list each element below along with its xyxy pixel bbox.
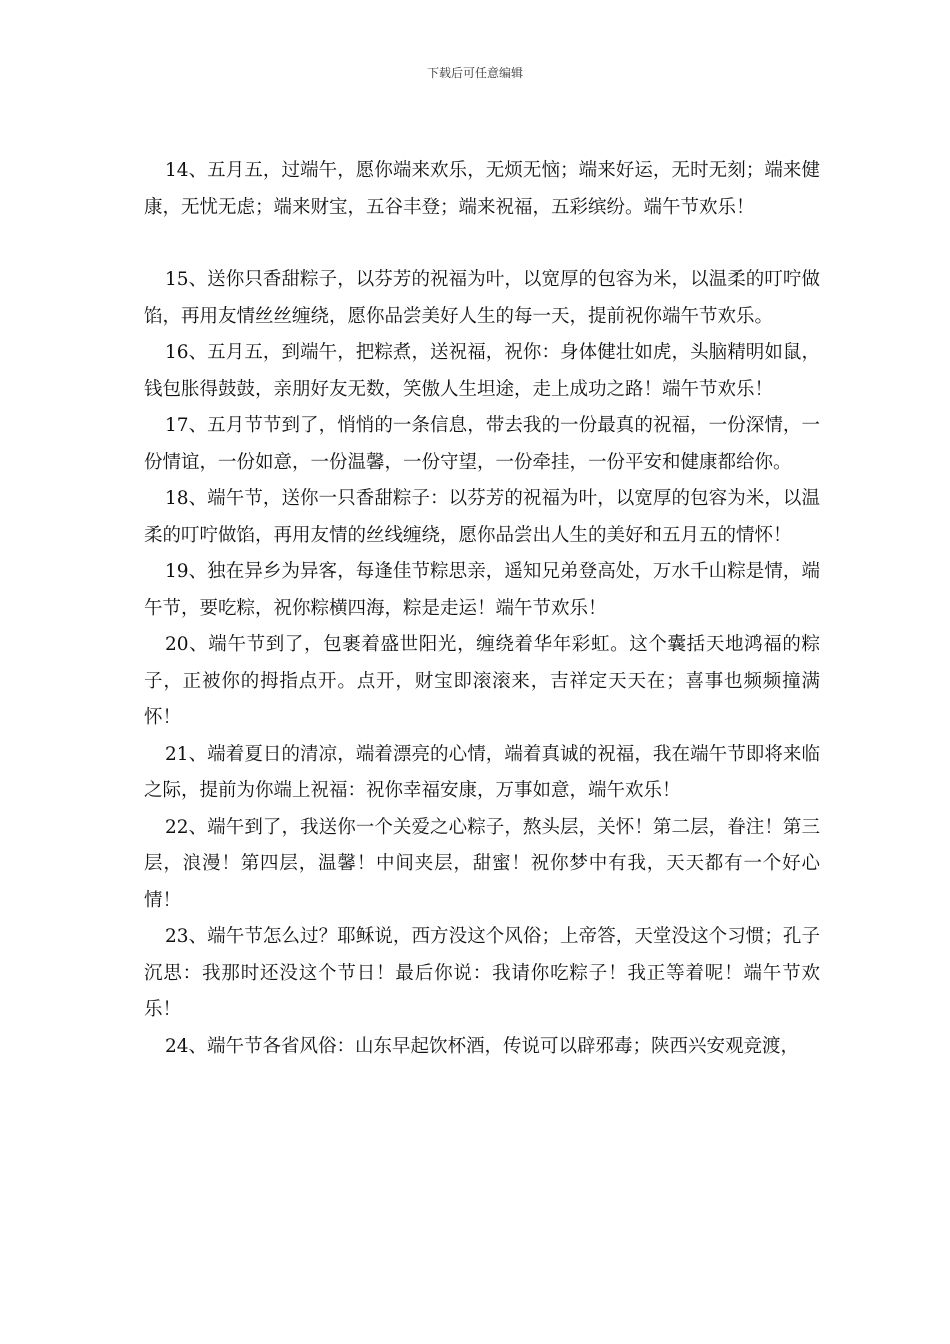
- paragraph-17: 17、五月节节到了，悄悄的一条信息，带去我的一份最真的祝福，一份深情，一份情谊，一份如意，一份温馨，一份守望，一份牵挂，一份平安和健康都给你。: [144, 415, 820, 473]
- header-note: 下载后可任意编辑: [426, 66, 523, 80]
- paragraph-23: 23、端午节怎么过？耶稣说，西方没这个风俗；上帝答，天堂没这个习惯；孔子沉思：我那时还没这个节日！最后你说：我请你吃粽子！我正等着呢！端午节欢乐！: [144, 926, 820, 1020]
- body-text: [144, 153, 820, 1065]
- paragraph-21: 21、端着夏日的清凉，端着漂亮的心情，端着真诚的祝福，我在端午节即将来临之际，提前为你端上祝福：祝你幸福安康，万事如意，端午欢乐！: [144, 743, 820, 801]
- paragraph-18: 18、端午节，送你一只香甜粽子：以芬芳的祝福为叶，以宽厚的包容为米，以温柔的叮咛做馅，再用友情的丝线缠绕，愿你品尝出人生的美好和五月五的情怀！: [144, 488, 820, 546]
- paragraph-16: 16、五月五，到端午，把粽煮，送祝福，祝你：身体健壮如虎，头脑精明如鼠，钱包胀得鼓鼓，亲朋好友无数，笑傲人生坦途，走上成功之路！端午节欢乐！: [144, 342, 820, 400]
- paragraph-22: 22、端午到了，我送你一个关爱之心粽子，熬头层，关怀！第二层，眷注！第三层，浪漫！第四层，温馨！中间夹层，甜蜜！祝你梦中有我，天天都有一个好心情！: [144, 816, 820, 911]
- paragraph-15: 15、送你只香甜粽子，以芬芳的祝福为叶，以宽厚的包容为米，以温柔的叮咛做馅，再用友情丝丝缠绕，愿你品尝美好人生的每一天，提前祝你端午节欢乐。: [144, 269, 820, 327]
- paragraph-19: 19、独在异乡为异客，每逢佳节粽思亲，遥知兄弟登高处，万水千山粽是情，端午节，要吃粽，祝你粽横四海，粽是走运！端午节欢乐！: [144, 561, 820, 619]
- paragraph-24: 24、端午节各省风俗：山东早起饮杯酒，传说可以辟邪毒；陕西兴安观竞渡，: [165, 1035, 800, 1057]
- paragraph-14: 14、五月五，过端午，愿你端来欢乐，无烦无恼；端来好运，无时无刻；端来健康，无忧无虑；端来财宝，五谷丰登；端来祝福，五彩缤纷。端午节欢乐！: [144, 160, 820, 218]
- paragraph-20: 20、端午节到了，包裹着盛世阳光，缠绕着华年彩虹。这个囊括天地鸿福的粽子，正被你的拇指点开。点开，财宝即滚滚来，吉祥定天天在；喜事也频频撞满怀！: [144, 634, 820, 728]
